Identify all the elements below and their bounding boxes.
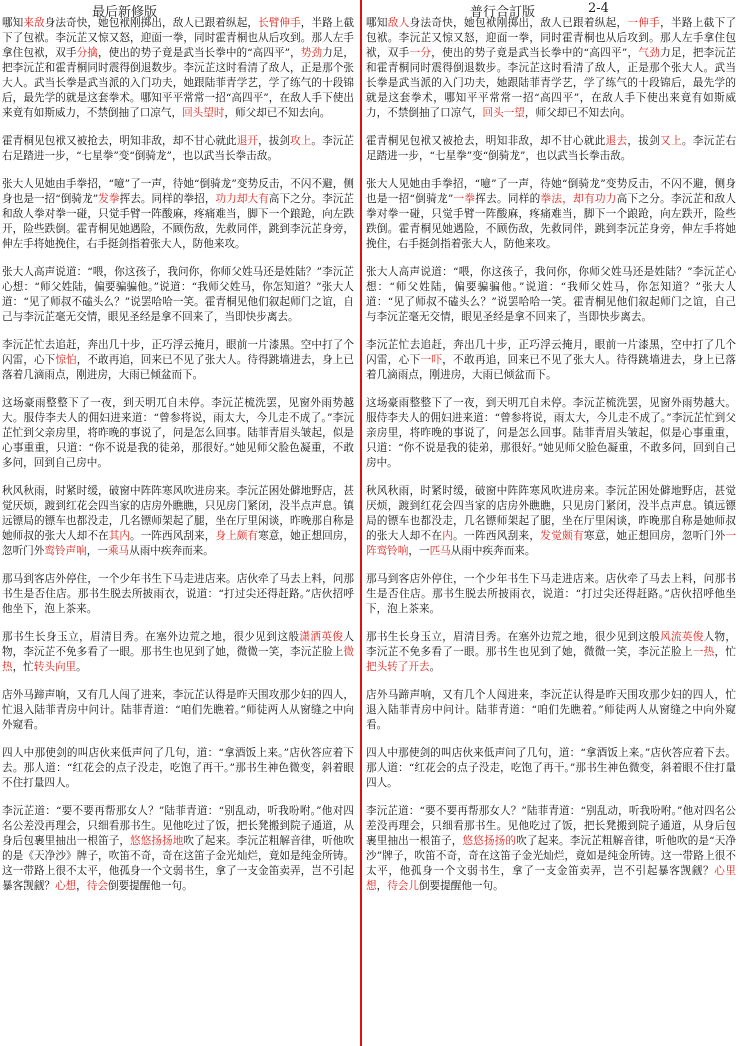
text-segment: 张大人见她由手拳招，“噫”了一声，待她“倒骑龙”变势反击，不闪不避，侧身也是一招“倒骑龙” xyxy=(2,178,354,205)
text-segment: 身法奇快，她包袱刚掷出，敌人已跟着纵起， xyxy=(409,17,628,29)
text-segment: 哪知 xyxy=(2,17,24,29)
text-segment: 高下之分。李沅芷和敌人拳对拳一碰，只觉手臂一阵酸麻，疼痛难当，脚下一个踉跄，向左跌开，险些跌倒。霍青桐见她遇险，不顾伤敌，先救同伴，跳到李沅芷身旁，伸左手将她挽住，右手挺剑指着张大人，防他来攻。 xyxy=(2,193,355,250)
highlighted-text: 心想 xyxy=(54,880,77,892)
text-segment: 身法奇快，她包袱刚掷出，敌人已跟着纵起， xyxy=(44,17,259,29)
text-segment: ，忙 xyxy=(12,661,34,673)
highlighted-text: 气劲 xyxy=(638,47,661,59)
text-segment: ，半路上截下了包袱。李沅芷又惊又怒，迎面一拳，同时霍青桐也从后攻到。那人左手拿住包袱，双手 xyxy=(2,17,355,59)
text-segment: 张大人高声说道：“喂，你这孩子，我问你，你师父姓马还是姓陆？”李沅芷心想：“师父姓陆，偏要骗骗他。”说道：“我师父姓马，你怎知道？”张大人道：“见了师叔不磕头么？”说罢哈哈一笑。霍青桐见他们叙起师门之谊，自己与李沅芷毫无交情，眼见圣经是拿不回来了，当即快步离去。 xyxy=(366,266,736,323)
highlighted-text: 回头望时 xyxy=(182,107,225,119)
left-paragraph xyxy=(2,177,354,252)
left-paragraph xyxy=(2,572,354,617)
highlighted-text: 心里想 xyxy=(366,865,737,892)
highlighted-text: 风流英俊 xyxy=(660,631,704,643)
highlighted-text: 攻上 xyxy=(290,135,312,147)
page-number: 2-4 xyxy=(588,1,609,16)
highlighted-text: 把头转了开去 xyxy=(366,661,430,673)
right-paragraph xyxy=(366,134,736,164)
text-segment: 。李沅芷右足踏进一步，“七星拳”变“倒骑龙”，也以武当长拳击敌。 xyxy=(366,135,737,162)
highlighted-text: 一拳 xyxy=(453,193,476,205)
highlighted-text: 待会儿 xyxy=(387,880,419,892)
highlighted-text: 潇洒英俊 xyxy=(299,631,344,643)
text-segment: 倒要提醒他一句。 xyxy=(107,880,193,892)
text-segment: 。李沅芷右足踏进一步，“七星拳”变“倒骑龙”，也以武当长拳击敌。 xyxy=(2,135,355,162)
text-segment: ，师父却已不知去向。 xyxy=(224,107,331,119)
text-segment: 从雨中疾奔而来。 xyxy=(129,545,214,557)
highlighted-text: 鸾铃声响 xyxy=(44,545,87,557)
left-paragraph xyxy=(2,16,354,121)
right-column-combined-edition xyxy=(366,16,736,907)
highlighted-text: 微热 xyxy=(2,646,354,673)
highlighted-text: 其内 xyxy=(108,530,131,542)
text-segment: 吹了起来。李沅芷粗解音律，听他吹的是“天净沙”牌子，吹笛不奇，奇在这笛子金光灿烂，竟如是纯金所铸。这一带路上很不太平，他孤身一个文弱书生，拿了一支金笛卖弄，岂不引起暴客觊觎？ xyxy=(366,835,737,877)
text-segment: 那马到客店外停住，一个少年书生下马走进店来。店伙牵了马去上料，问那书生是否住店。那书生脱去所披雨衣，说道：“打过尖还得赶路。”店伙招呼他坐下，泡上茶来。 xyxy=(366,573,736,615)
text-segment: 张大人见她由手拳招，“噫”了一声，待她“倒骑龙”变势反击，不闪不避，侧身也是一招“倒骑龙” xyxy=(366,178,736,205)
left-paragraph xyxy=(2,396,354,471)
right-column-title: 普行合訂版 xyxy=(470,5,536,20)
text-segment: 寒意，她正想回房，忽听门外 xyxy=(2,530,355,557)
highlighted-text: 内 xyxy=(442,530,454,542)
left-paragraph xyxy=(2,338,354,383)
highlighted-text: 一吓 xyxy=(420,354,443,366)
text-segment: 力足，把李沅芷和霍青桐同时震得倒退数步。李沅芷这时看清了敌人，正是那个张大人。武当长拳是武当派的入门功夫，她跟陆菲青学艺，学了练气的十段锦后，最先学的就是这套拳术，哪知平平常常一招“高四平”，在敌人手下使出来竟有如斯威力，不禁倒抽了口凉气， xyxy=(366,47,736,119)
highlighted-text: 势劲 xyxy=(300,47,323,59)
highlighted-text: 待会 xyxy=(86,880,108,892)
text-segment: 哪知 xyxy=(366,17,388,29)
left-paragraph xyxy=(2,265,354,325)
text-segment: 秋风秋雨，时紧时缓，破窗中阵阵寒风吹进房来。李沅芷困处僻地野店，甚觉厌烦，踱到红花会四当家的店房外瞧瞧，只见房门紧闭，没半点声息。镇远镖局的镖车也都没走，几名镖师架起了腿，坐在厅里闲谈，昨晚那自称是她师叔的张大人却不在 xyxy=(366,485,736,542)
text-segment: 霍青桐见包袱又被抢去，明知非敌，却不甘心就此 xyxy=(366,135,606,147)
left-paragraph xyxy=(2,484,354,559)
highlighted-text: 发觉颇有 xyxy=(540,530,584,542)
left-paragraph xyxy=(2,630,354,675)
text-segment: 。 xyxy=(429,661,441,673)
highlighted-text: 功力却大有 xyxy=(215,193,269,205)
right-paragraph xyxy=(366,265,736,325)
left-column-latest-revision xyxy=(2,16,354,907)
text-segment: 这场豪雨整整下了一夜，到天明兀自未停。李沅芷梳洗罢，见窗外雨势越大。服侍李夫人的佣妇进来道：“曾参将说，雨太大，今儿走不成了。”李沅芷忙到父亲房里，将昨晚的事说了，问是怎么回事。陆菲青眉头皱起，似是心事重重，只道：“你不说是我的徒弟，那很好。”她见师父脸色凝重，不敢多问，回到自己房中。 xyxy=(366,397,736,469)
text-segment: 。 xyxy=(76,661,87,673)
text-segment: ，使出的势子竟是武当长拳中的“高四平”， xyxy=(97,47,301,59)
column-divider xyxy=(360,0,362,1046)
text-segment: 店外马蹄声响，又有几个人闯进来，李沅芷认得是昨天围攻那少妇的四人，忙退入陆菲青房中问计。陆菲青道：“咱们先瞧着。”师徒两人从窗缝之中向外窥看。 xyxy=(366,689,736,731)
right-paragraph xyxy=(366,396,736,471)
right-paragraph xyxy=(366,177,736,252)
highlighted-text: 退开 xyxy=(236,135,259,147)
highlighted-text: 长臂伸手 xyxy=(258,17,301,29)
text-segment: 。一阵西风刮来， xyxy=(130,530,216,542)
highlighted-text: 悠悠扬扬地 xyxy=(130,835,184,847)
text-segment: 挥去。同样的拳招， xyxy=(119,193,216,205)
text-segment: 那马到客店外停住，一个少年书生下马走进店来。店伙牵了马去上料，问那书生是否住店。那书生脱去所披雨衣，说道：“打过尖还得赶路。”店伙招呼他坐下，泡上茶来。 xyxy=(2,573,354,615)
highlighted-text: 一阵鸾铃响 xyxy=(366,530,737,557)
text-segment: 李沅芷忙去追赶，奔出几十步，正巧浮云掩月，眼前一片漆黑。空中打了个闪雷，心下 xyxy=(2,339,354,366)
highlighted-text: 敌人 xyxy=(387,17,410,29)
right-paragraph xyxy=(366,338,736,383)
text-segment: ，一 xyxy=(86,545,108,557)
highlighted-text: 一分 xyxy=(409,47,432,59)
text-segment: ， xyxy=(376,880,388,892)
text-segment: 挥去。同样的 xyxy=(475,193,541,205)
text-segment: 人物，李沅芷不免多看了一眼。那书生也见到了她，微微一笑，李沅芷脸上 xyxy=(366,631,737,658)
text-segment: 四人中那使剑的叫店伙来低声问了几句，道：“拿酒饭上来。”店伙答应着下去。那人道：“红花会的点子没走，吃饱了再干。”那书生神色微变，斜着眼不住打量四人。 xyxy=(366,747,736,789)
text-segment: ，忙 xyxy=(714,646,737,658)
text-segment: 。一阵西风刮来， xyxy=(453,530,541,542)
right-paragraph xyxy=(366,572,736,617)
right-paragraph xyxy=(366,804,736,894)
highlighted-text: 匹马 xyxy=(429,545,451,557)
right-paragraph xyxy=(366,484,736,559)
text-segment: ，一 xyxy=(408,545,430,557)
text-segment: 四人中那使剑的叫店伙来低声问了几句，道：“拿酒饭上来。”店伙答应着下去。那人道：“红花会的点子没走，吃饱了再干。”那书生神色微变，斜着眼不住打量四人。 xyxy=(2,747,354,789)
text-segment: 李沅芷道：“要不要再帮那女人？”陆菲青道：“别乱动，听我吩咐。”他对四名公差没再理会，只细看那书生。见他吃过了饭，把长凳搬到院子通道，从身后包裹里抽出一根笛子， xyxy=(2,805,354,847)
text-segment: 那书生长身玉立，眉清目秀。在塞外边荒之地，很少见到这般 xyxy=(2,631,300,643)
text-segment: 吹了起来。李沅芷粗解音律，听他吹的是《天净沙》牌子，吹笛不奇，奇在这笛子金光灿烂，竟如是纯金所铸。这一带路上很不太平，他孤身一个文弱书生，拿了一支金笛卖弄，岂不引起暴客觊觎？ xyxy=(2,835,355,892)
highlighted-text: 惊怕 xyxy=(55,354,77,366)
highlighted-text: 一伸手 xyxy=(627,17,661,29)
text-segment: 李沅芷道：“要不要再帮那女人？”陆菲青道：“别乱动，听我吩咐。”他对四名公差没再理会，只细看那书生。见他吃过了饭，把长凳搬到院子通道，从身后包裹里抽出一根笛子， xyxy=(366,805,736,847)
text-segment: ，不敢再追，回来已不见了张大人。待得跳墙进去，身上已落着几滴雨点，刚进房，大雨已倾盆而下。 xyxy=(2,354,355,381)
highlighted-text: 拳法，却有功力 xyxy=(540,193,617,205)
right-paragraph xyxy=(366,688,736,733)
highlighted-text: 分擒 xyxy=(76,47,98,59)
left-paragraph xyxy=(2,804,354,894)
text-segment: ，半路上截下了包袱。李沅芷又惊又怒，迎面一拳，同时霍青桐也从后攻到。那人左手拿住包袱，双手 xyxy=(366,17,737,59)
left-paragraph xyxy=(2,134,354,164)
text-segment: 张大人高声说道：“喂，你这孩子，我问你，你师父姓马还是姓陆？”李沅芷心想：“师父姓陆，偏要骗骗他。”说道：“我师父姓马，你怎知道？”张大人道：“见了师叔不磕头么？”说罢哈哈一笑。霍青桐见他们叙起师门之谊，自己与李沅芷毫无交情，眼见圣经是拿不回来了，当即快步离去。 xyxy=(2,266,354,323)
right-paragraph xyxy=(366,746,736,791)
text-segment: 霍青桐见包袱又被抢去，明知非敌，却不甘心就此 xyxy=(2,135,237,147)
text-segment: ，师父却已不知去向。 xyxy=(524,107,631,119)
highlighted-text: 一热 xyxy=(692,646,715,658)
text-segment: 高下之分。李沅芷和敌人拳对拳一碰，只觉手臂一阵酸麻，疼痛难当，脚下一个踉跄，向左跌开，险些跌倒。霍青桐见她遇险，不顾伤敌，先救同伴，跳到李沅芷身旁，伸左手将她挽住，右手挺剑指着张大人，防他来攻。 xyxy=(366,193,736,250)
text-segment: 从雨中疾奔而来。 xyxy=(450,545,536,557)
left-paragraph xyxy=(2,688,354,733)
highlighted-text: 转头向里 xyxy=(33,661,77,673)
text-segment: 倒要提醒他一句。 xyxy=(418,880,504,892)
text-segment: 那书生长身玉立，眉清目秀。在塞外边荒之地，很少见到这般 xyxy=(366,631,661,643)
highlighted-text: 发拳 xyxy=(98,193,120,205)
text-segment: 店外马蹄声响，又有几人闯了进来，李沅芷认得是昨天围攻那少妇的四人，忙退入陆菲青房中问计。陆菲青道：“咱们先瞧着。”师徒两人从窗缝之中向外窥看。 xyxy=(2,689,354,731)
text-segment: ， xyxy=(76,880,87,892)
text-segment: ，拔剑 xyxy=(258,135,291,147)
right-paragraph xyxy=(366,16,736,121)
right-paragraph xyxy=(366,630,736,675)
left-column-title: 最后新修版 xyxy=(92,5,158,20)
highlighted-text: 退去 xyxy=(605,135,628,147)
text-segment: ，拔剑 xyxy=(627,135,661,147)
text-segment: ，使出的势子竟是武当长拳中的“高四平”， xyxy=(431,47,639,59)
text-segment: 李沅芷忙去追赶，奔出几十步，正巧浮云掩月，眼前一片漆黑，空中打了几个闪雷，心下 xyxy=(366,339,736,366)
highlighted-text: 悠悠扬扬的 xyxy=(462,835,517,847)
text-segment: ，不敢再追，回来已不见了张大人。待得跳墙进去，身上已落着几滴雨点，刚进房，大雨已倾盆而下。 xyxy=(366,354,737,381)
text-segment: 人物，李沅芷不免多看了一眼。那书生也见到了她，微微一笑，李沅芷脸上 xyxy=(2,631,355,658)
highlighted-text: 回头一望 xyxy=(482,107,525,119)
highlighted-text: 身上颇有 xyxy=(215,530,259,542)
left-paragraph xyxy=(2,746,354,791)
highlighted-text: 又上 xyxy=(660,135,682,147)
text-segment: 力足，把李沅芷和霍青桐同时震得倒退数步。李沅芷这时看清了敌人，正是那个张大人。武当长拳是武当派的入门功夫，她跟陆菲青学艺，学了练气的十段锦后，最先学的就是这套拳术。哪知平平常常一招“高四平”，在敌人手下使出来竟有如斯威力，不禁倒抽了口凉气， xyxy=(2,47,355,119)
text-segment: 秋风秋雨，时紧时缓，破窗中阵阵寒风吹进房来。李沅芷困处僻地野店，甚觉厌烦，踱到红花会四当家的店房外瞧瞧，只见房门紧闭，没半点声息。镇远镖局的镖车也都没走，几名镖师架起了腿，坐在厅里闲谈，昨晚那自称是她师叔的张大人却不在 xyxy=(2,485,354,542)
text-segment: 这场豪雨整整下了一夜，到天明兀自未停。李沅芷梳洗罢，见窗外雨势越大。服侍李夫人的佣妇进来道：“曾参将说，雨太大，今儿走不成了。”李沅芷忙到父亲房里，将昨晚的事说了，问是怎么回事。陆菲青眉头皱起，似是心事重重，只道：“你不说是我的徒弟，那很好。”她见师父脸色凝重，不敢多问，回到自己房中。 xyxy=(2,397,354,469)
text-segment: 寒意，她正想回房，忽听门外 xyxy=(583,530,726,542)
highlighted-text: 乘马 xyxy=(107,545,130,557)
highlighted-text: 来敌 xyxy=(23,17,45,29)
